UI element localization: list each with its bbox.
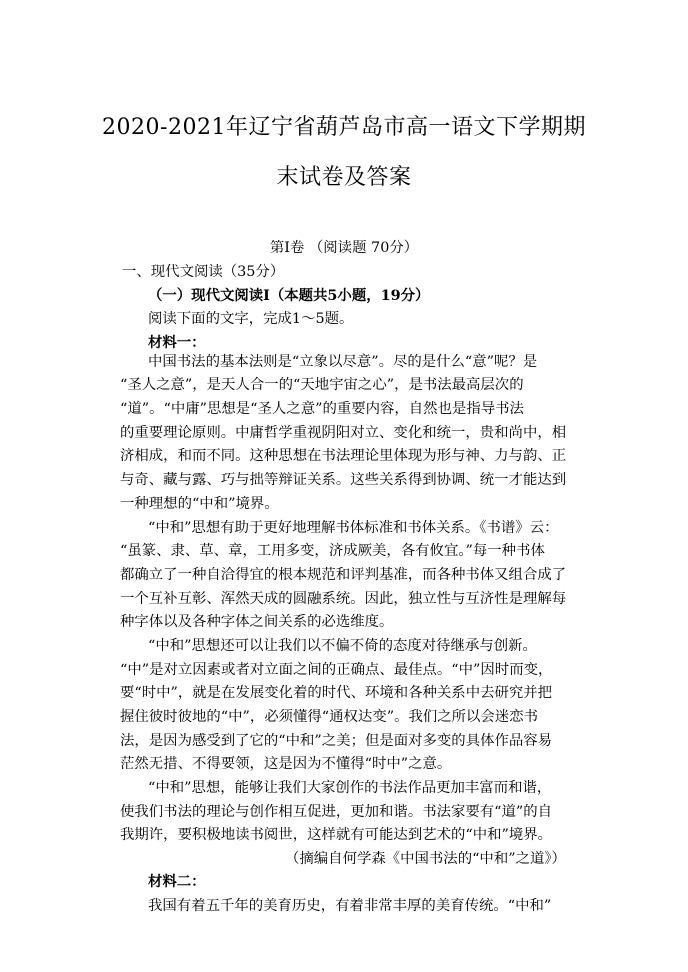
material-1-label: 材料一：: [148, 334, 206, 351]
paragraph-line: “中和”思想，能够让我们大家创作的书法作品更加丰富而和谐，: [148, 780, 552, 796]
paragraph-line: 的重要理论原则。中庸哲学重视阴阳对立、变化和统一，贵和尚中，相: [120, 425, 567, 441]
section-header: 第Ⅰ卷 （阅读题 70分）: [269, 240, 419, 256]
material-2-label: 材料二：: [148, 873, 206, 890]
paragraph-line: “中”是对立因素或者对立面之间的正确点、最佳点。“中”因时而变，: [120, 662, 553, 678]
part1-heading: 一、现代文阅读（35分）: [122, 264, 285, 280]
paragraph-line: 一种理想的“中和”境界。: [120, 496, 279, 512]
paragraph-line: 一个互补互彰、浑然天成的圆融系统。因此，独立性与互济性是理解每: [120, 591, 567, 607]
source-note: （摘编自何学森《中国书法的“中和”之道》）: [285, 851, 566, 867]
paragraph-line: “中和”思想还可以让我们以不偏不倚的态度对待继承与创新。: [148, 638, 537, 654]
document-title-line-2: 末试卷及答案: [276, 165, 412, 190]
paragraph-line: 中国书法的基本法则是“立象以尽意”。尽的是什么“意”呢？是: [148, 354, 538, 370]
paragraph-line: 要“时中”，就是在发展变化着的时代、环境和各种关系中去研究并把: [120, 685, 553, 701]
paragraph-line: “中和”思想有助于更好地理解书体标准和书体关系。《书谱》云：: [148, 520, 559, 536]
paragraph-line: 与奇、藏与露、巧与拙等辩证关系。这些关系得到协调、统一才能达到: [120, 472, 567, 488]
sub-heading: （一）现代文阅读Ⅰ（本题共5小题，19分）: [148, 287, 430, 304]
paragraph-line: “虽篆、隶、草、章，工用多变，济成厥美，各有攸宜。”每一种书体: [120, 543, 545, 559]
paragraph-line: “圣人之意”，是天人合一的“天地宇宙之心”，是书法最高层次的: [120, 377, 524, 393]
paragraph-line: 握住彼时彼地的“中”，必须懂得“通权达变”。我们之所以会迷恋书: [120, 709, 538, 725]
paragraph-line: 茫然无措、不得要领，这是因为不懂得“时中”之意。: [120, 756, 452, 772]
paragraph-line: 使我们书法的理论与创作相互促进，更加和谐。书法家要有“道”的自: [120, 804, 553, 820]
instruction-text: 阅读下面的文字，完成1～5题。: [148, 311, 354, 327]
paragraph-line: “道”。“中庸”思想是“圣人之意”的重要内容，自然也是指导书法: [120, 401, 524, 417]
paragraph-line: 我国有着五千年的美育历史，有着非常丰厚的美育传统。“中和”: [148, 898, 552, 914]
paragraph-line: 法，是因为感受到了它的“中和”之美；但是面对多变的具体作品容易: [120, 733, 553, 749]
paragraph-line: 都确立了一种自洽得宜的根本规范和评判基准，而各种书体又组合成了: [120, 567, 567, 583]
document-title-line-1: 2020-2021年辽宁省葫芦岛市高一语文下学期期: [102, 115, 586, 140]
paragraph-line: 种字体以及各种字体之间关系的必选维度。: [120, 614, 394, 630]
paragraph-line: 济相成，和而不同。这种思想在书法理论里体现为形与神、力与韵、正: [120, 448, 567, 464]
paragraph-line: 我期许，要积极地读书阅世，这样就有可能达到艺术的“中和”境界。: [120, 827, 553, 843]
